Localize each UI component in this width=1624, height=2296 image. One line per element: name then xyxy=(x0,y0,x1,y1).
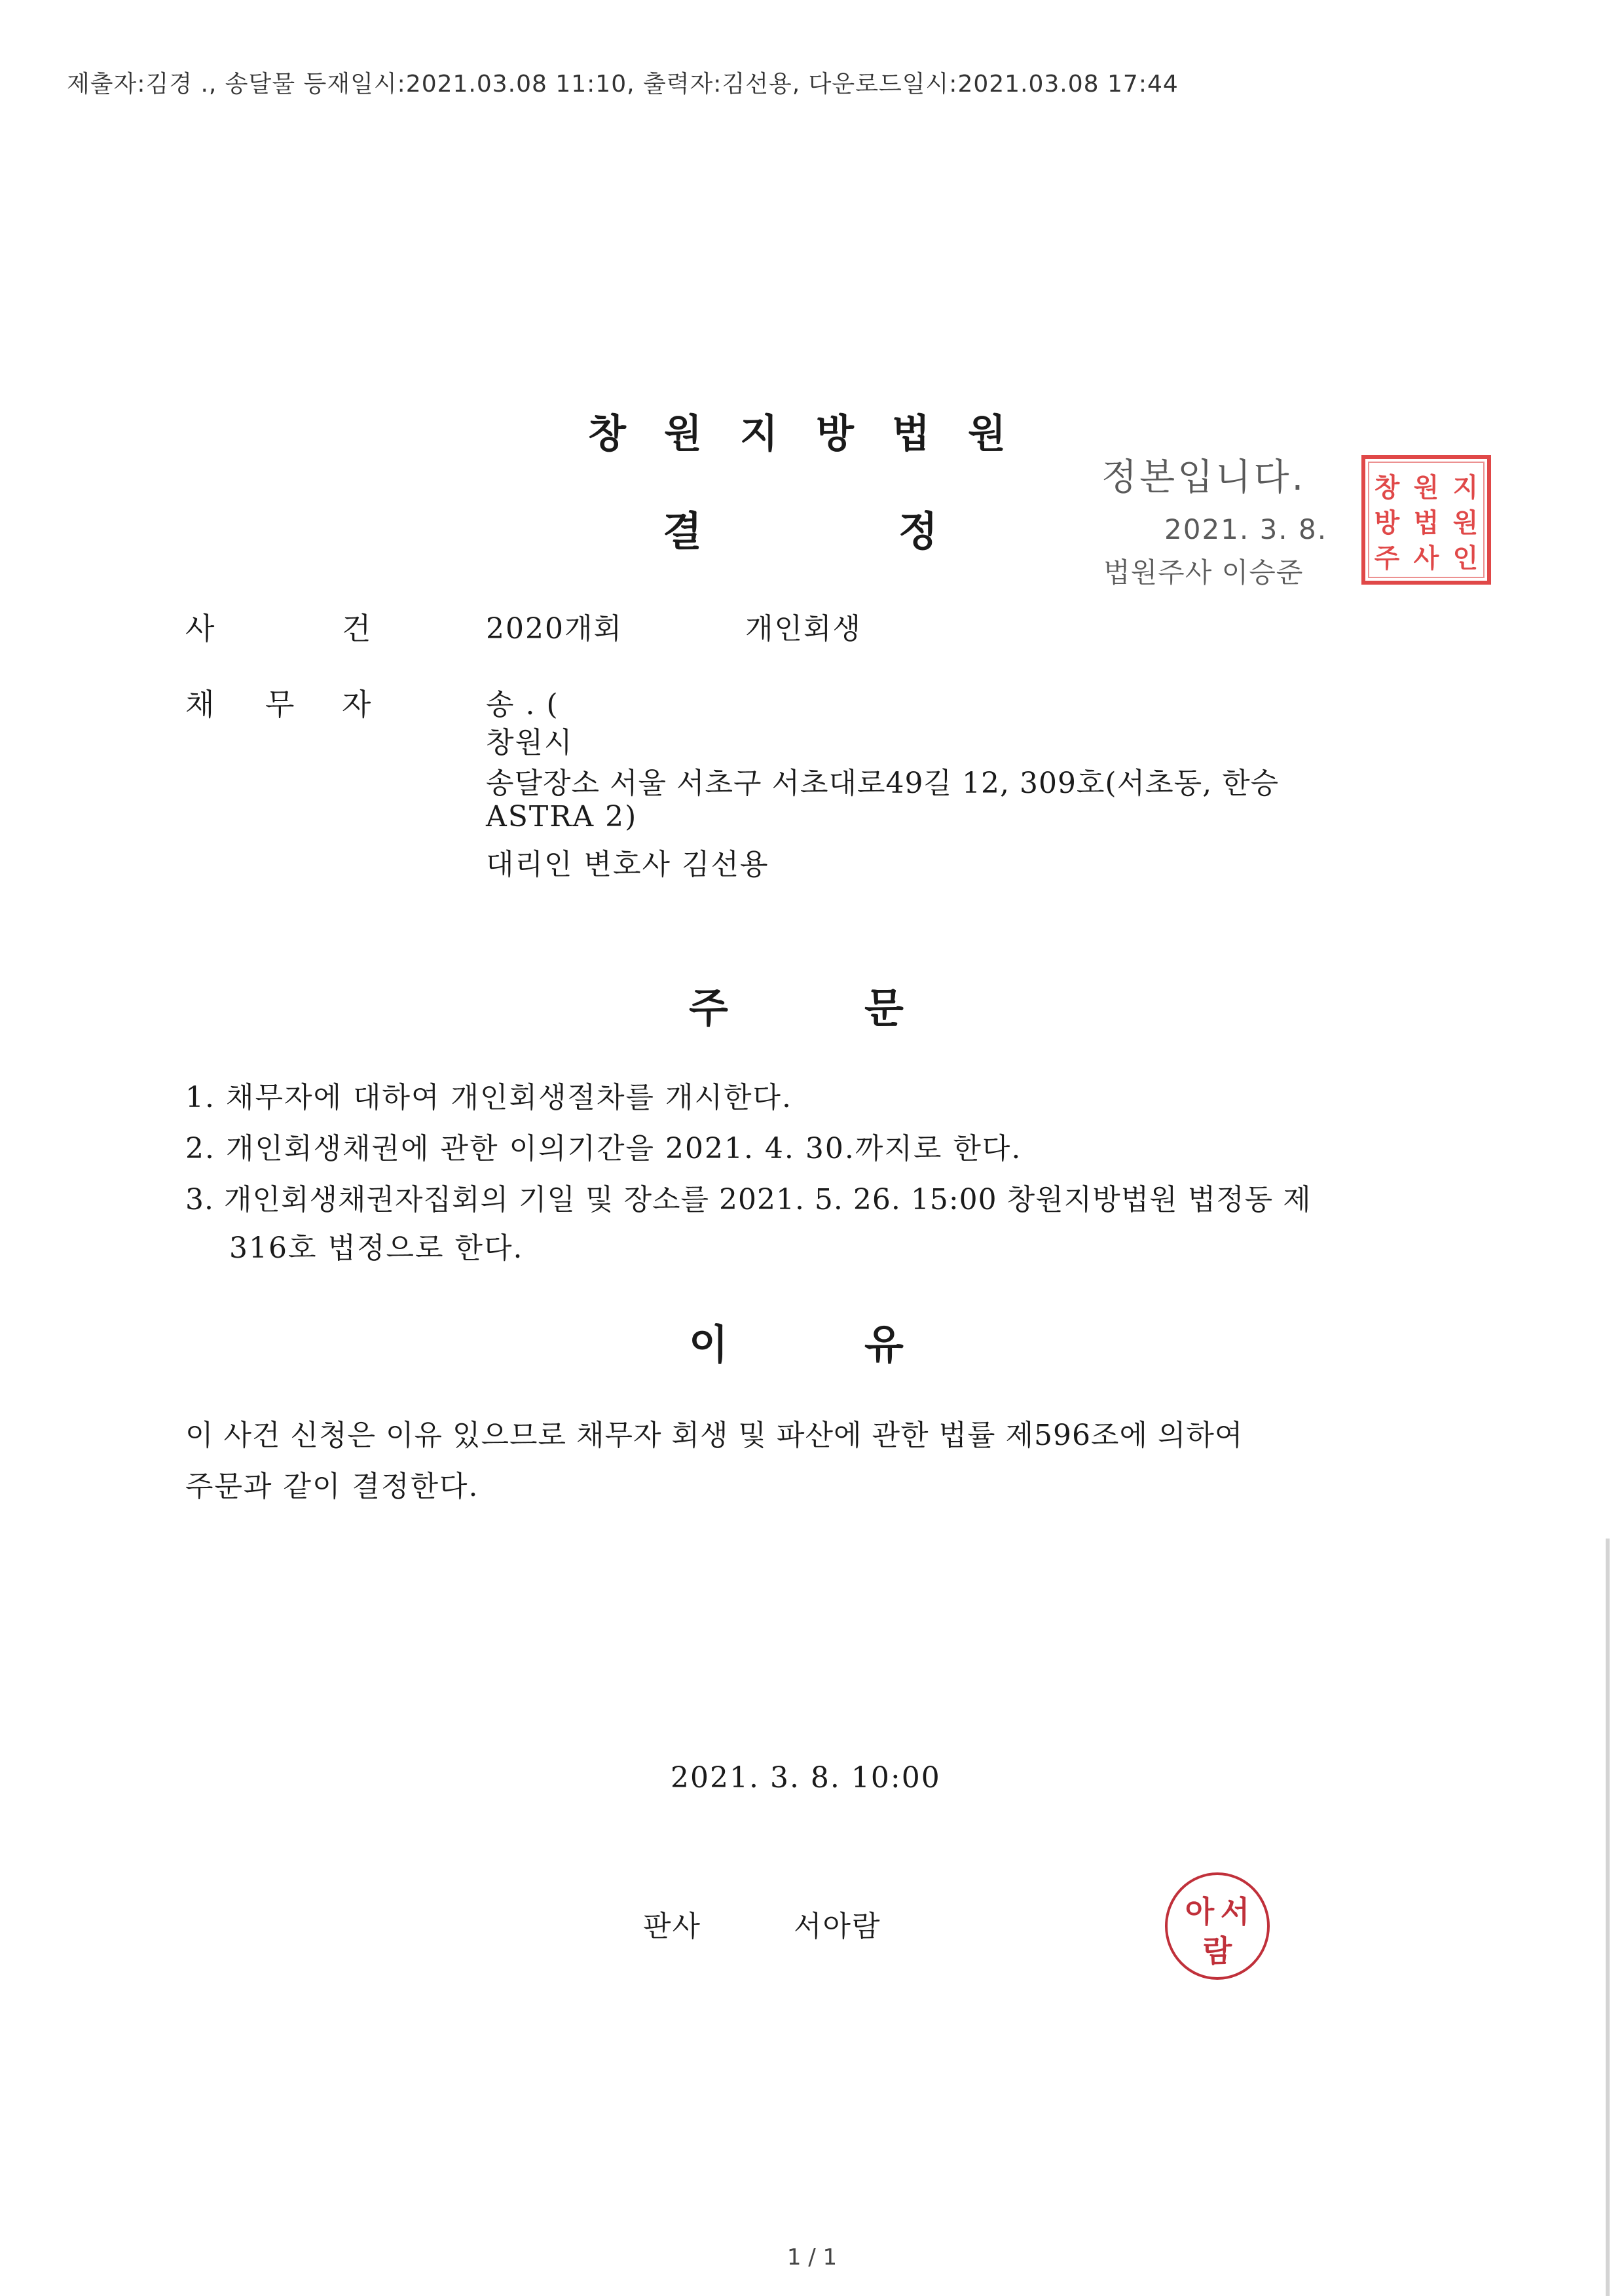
svg-text:인: 인 xyxy=(1452,543,1479,574)
page-number: 1 / 1 xyxy=(786,2244,838,2270)
order-title-char: 문 xyxy=(864,984,904,1032)
svg-text:법: 법 xyxy=(1413,508,1439,538)
svg-text:람: 람 xyxy=(1202,1933,1232,1969)
court-name-char: 원 xyxy=(968,411,1006,457)
reason-line: 주문과 같이 결정한다. xyxy=(185,1470,479,1503)
court-name-char: 창 xyxy=(588,411,626,457)
case-type: 개인회생 xyxy=(745,612,862,646)
svg-text:창: 창 xyxy=(1374,473,1400,503)
service-address-line2: ASTRA 2) xyxy=(486,800,638,833)
svg-text:지: 지 xyxy=(1452,473,1479,503)
svg-text:아: 아 xyxy=(1185,1894,1215,1929)
debtor-label-char: 무 xyxy=(265,687,296,722)
service-address-line1: 송달장소 서울 서초구 서초대로49길 12, 309호(서초동, 한승 xyxy=(486,767,1280,800)
order-item: 2. 개인회생채권에 관한 이의기간을 2021. 4. 30.까지로 한다. xyxy=(185,1132,1022,1165)
debtor-label-char: 채 xyxy=(185,687,216,722)
doc-type-char: 정 xyxy=(898,507,938,555)
agent: 대리인 변호사 김선용 xyxy=(486,848,769,881)
court-name-char: 원 xyxy=(664,411,702,457)
order-item: 1. 채무자에 대하여 개인회생절차를 개시한다. xyxy=(185,1081,792,1114)
scan-edge xyxy=(1606,1539,1610,2296)
certification-date: 2021. 3. 8. xyxy=(1164,513,1328,545)
svg-text:사: 사 xyxy=(1413,543,1439,574)
debtor-address: 창원시 xyxy=(486,726,574,759)
court-name-char: 법 xyxy=(892,411,930,457)
judge-name: 서아람 xyxy=(794,1910,881,1943)
certification-text: 정본입니다. xyxy=(1101,456,1306,499)
judge-title: 판사 xyxy=(643,1910,702,1943)
svg-text:원: 원 xyxy=(1413,473,1439,503)
order-item: 316호 법정으로 한다. xyxy=(229,1231,524,1265)
order-title-char: 주 xyxy=(689,984,728,1032)
download-header: 제출자:김경 ., 송달물 등재일시:2021.03.08 11:10, 출력자:김선용, 다운로드일시:2021.03.08 17:44 xyxy=(67,71,1179,98)
svg-text:서: 서 xyxy=(1220,1894,1250,1929)
certification-clerk: 법원주사 이승준 xyxy=(1103,556,1304,589)
judge-seal xyxy=(1162,1870,1273,1981)
reason-line: 이 사건 신청은 이유 있으므로 채무자 회생 및 파산에 관한 법률 제596조에 의하여 xyxy=(185,1419,1244,1452)
order-item: 3. 개인회생채권자집회의 기일 및 장소를 2021. 5. 26. 15:00 창원지방법원 법정동 제 xyxy=(185,1183,1312,1216)
court-clerk-seal xyxy=(1361,454,1492,585)
debtor-label-char: 자 xyxy=(342,687,373,722)
case-number: 2020개회 xyxy=(486,612,623,646)
svg-text:주: 주 xyxy=(1374,543,1400,574)
court-name-char: 지 xyxy=(740,411,778,457)
case-label-char: 사 xyxy=(185,611,216,646)
reason-title-char: 유 xyxy=(864,1321,904,1368)
reason-title-char: 이 xyxy=(689,1321,728,1368)
debtor-name: 송 . ( xyxy=(486,688,559,721)
svg-text:방: 방 xyxy=(1374,508,1400,538)
case-label-char: 건 xyxy=(342,611,373,646)
doc-type-char: 결 xyxy=(663,507,702,555)
decision-datetime: 2021. 3. 8. 10:00 xyxy=(671,1761,941,1795)
court-name-char: 방 xyxy=(816,411,854,457)
svg-text:원: 원 xyxy=(1452,508,1479,538)
